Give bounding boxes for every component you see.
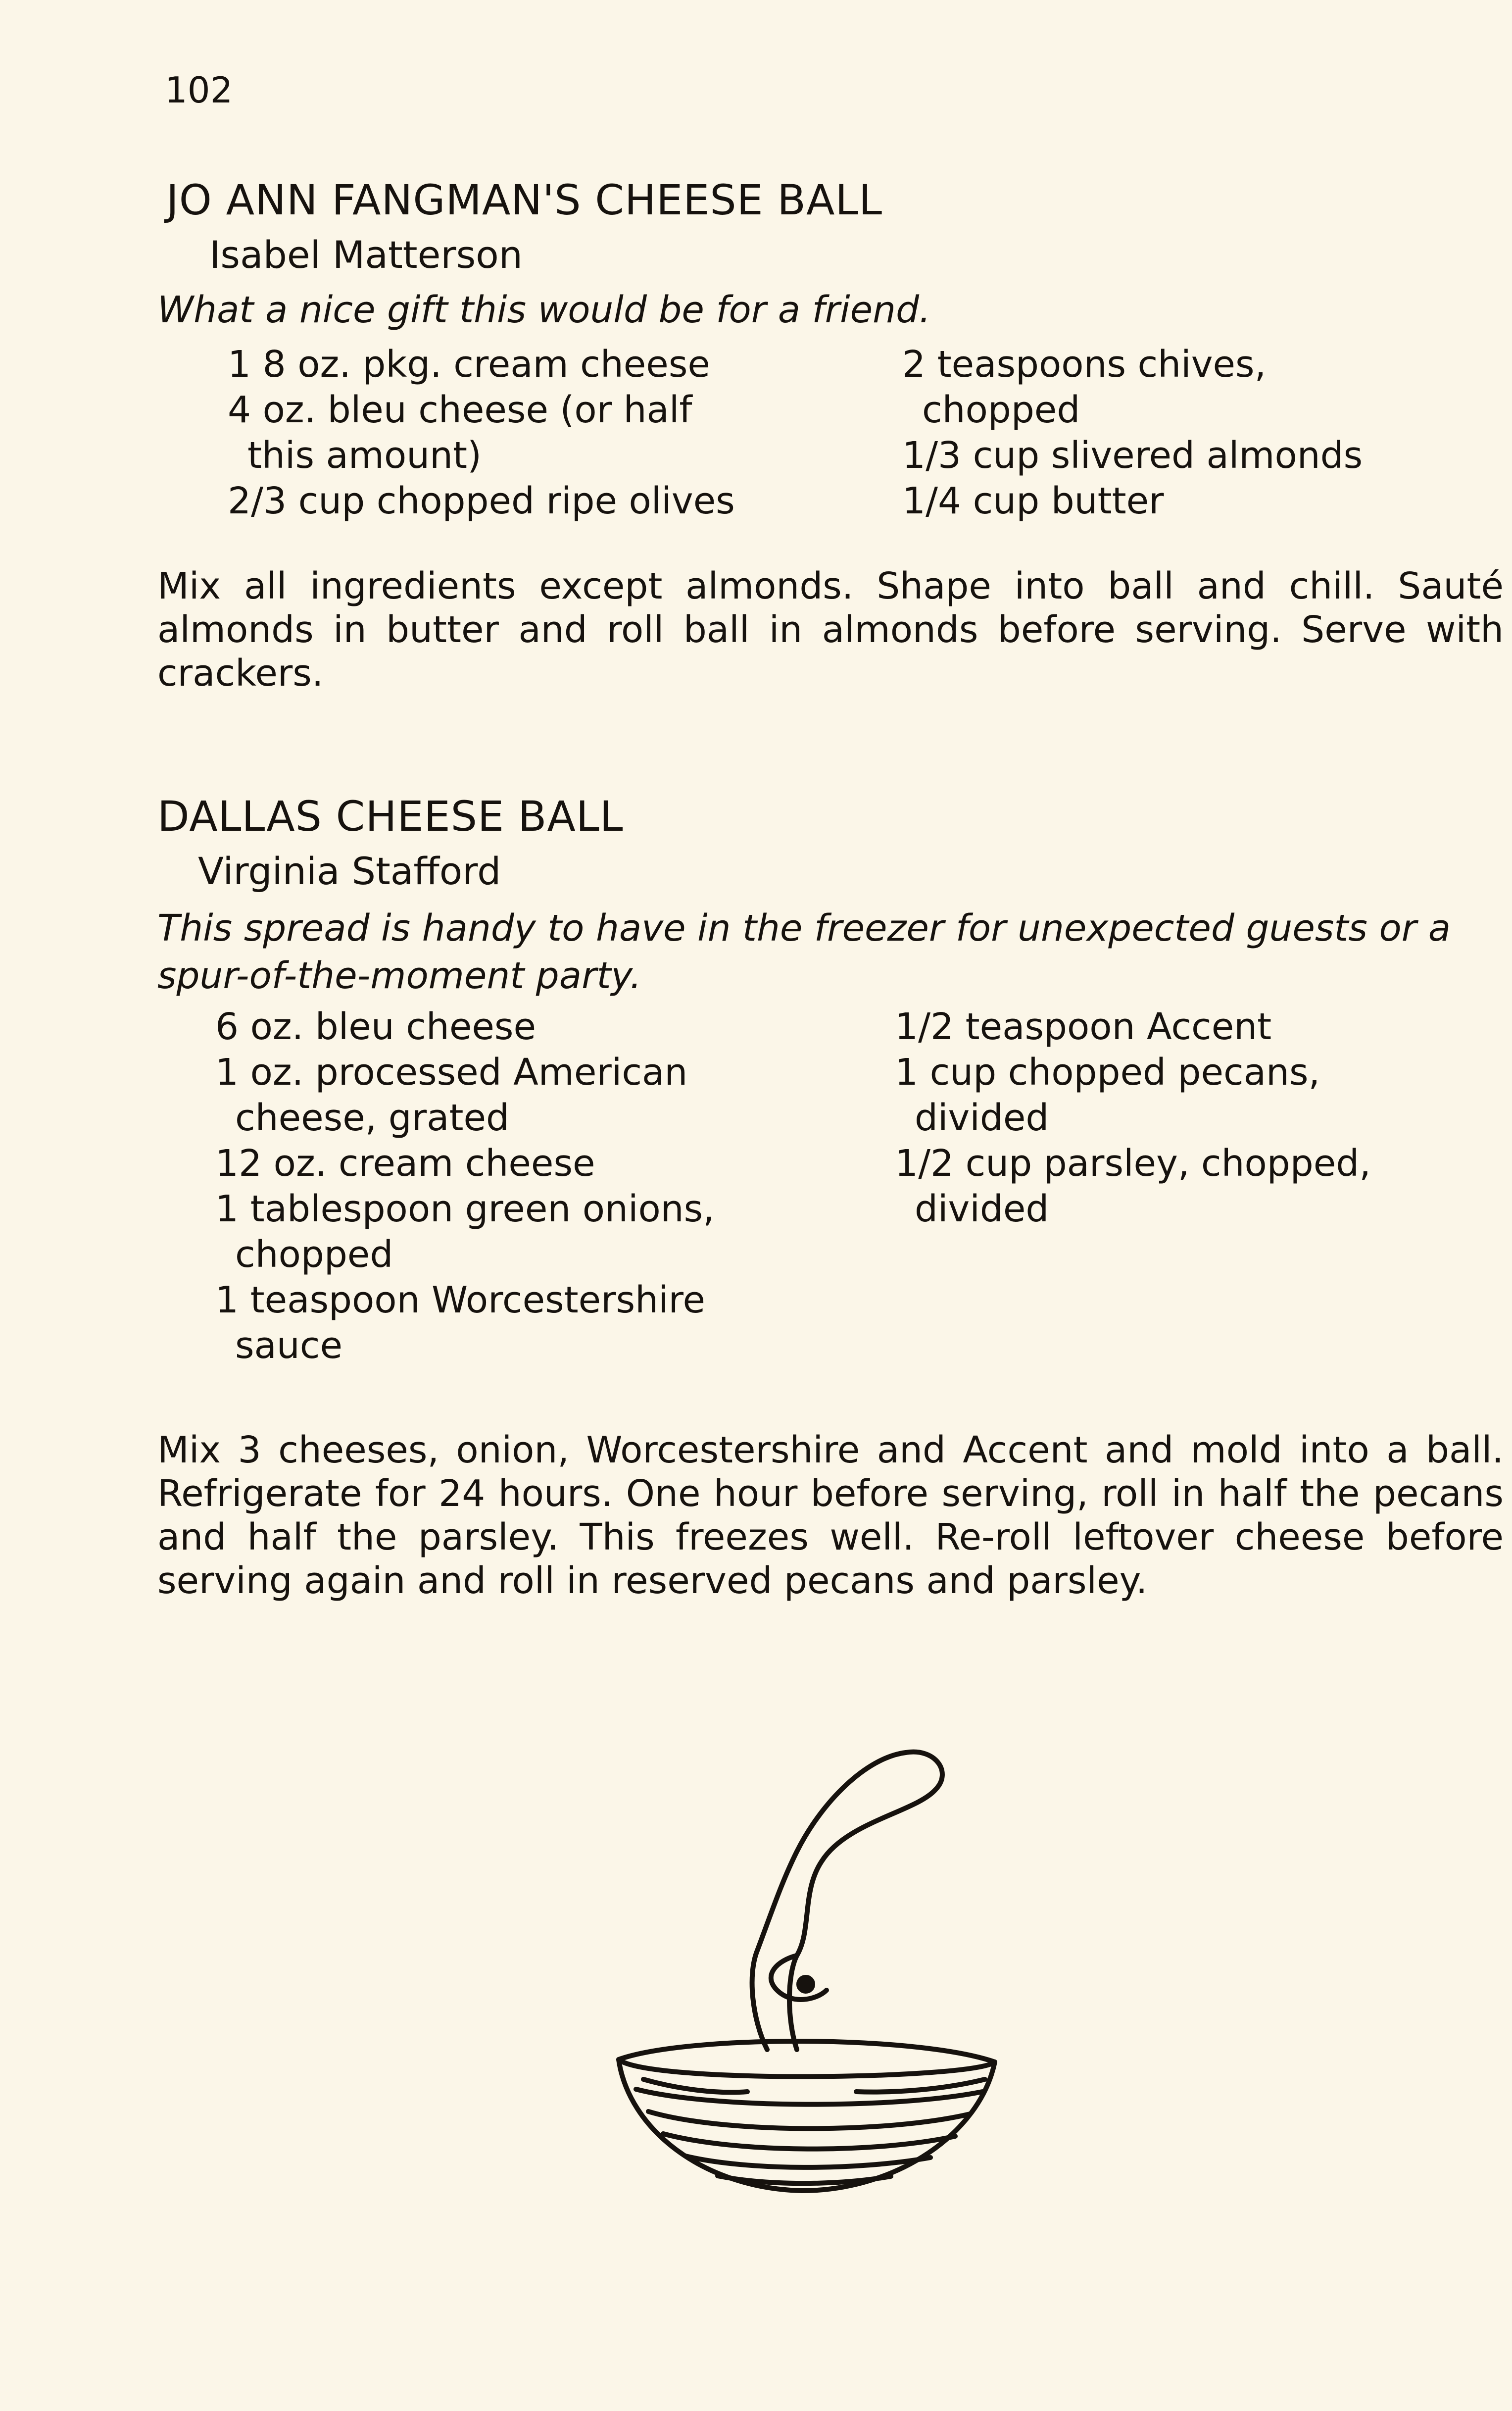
ingredient-item: 1/2 teaspoon Accent — [895, 1005, 1272, 1048]
ingredient-item: 2/3 cup chopped ripe olives — [228, 480, 735, 522]
ingredient-item: 2 teaspoons chives, chopped — [902, 343, 1267, 431]
ingredient-item: 4 oz. bleu cheese (or half this amount) — [228, 389, 692, 477]
recipe-intro: This spread is handy to have in the freezer for unexpected guests or a spur-of-the-moment party. — [157, 907, 1451, 997]
recipe-title-dallas-cheese-ball: DALLAS CHEESE BALL — [157, 792, 624, 841]
recipe-title-cheese-ball: JO ANN FANGMAN'S CHEESE BALL — [166, 176, 883, 224]
spoon-handle-outline — [789, 1752, 942, 2050]
bowl-stripe — [636, 2089, 982, 2105]
ingredients-right-column — [902, 342, 1471, 524]
ingredient-item: 1/4 cup butter — [902, 480, 1164, 522]
recipe-author: Virginia Stafford — [198, 849, 501, 893]
ingredient-item: 1 oz. processed American cheese, grated — [215, 1051, 688, 1139]
ingredient-item: 1/3 cup slivered almonds — [902, 434, 1363, 477]
page-number: 102 — [165, 69, 233, 111]
ingredient-item: 1 cup chopped pecans, divided — [895, 1051, 1320, 1139]
bowl-stripe — [663, 2134, 955, 2149]
recipe-method: Mix 3 cheeses, onion, Worcestershire and Accent and mold into a ball. Refrigerate for 24 hours. One hour before serving, roll in half the pecans and half the parsley. This freezes well. Re-roll leftover cheese before serving again and roll in reserved pecans and parsley. — [157, 1429, 1504, 1602]
bowl-stripe — [648, 2111, 970, 2128]
spoon-handle-outline-inner — [752, 1753, 906, 2050]
bowl-stripe — [643, 2079, 747, 2092]
bowl-stripe — [856, 2079, 985, 2092]
ingredient-item: 6 oz. bleu cheese — [215, 1005, 536, 1048]
ingredient-item: 1 8 oz. pkg. cream cheese — [228, 343, 710, 386]
spoon-bowl-illustration — [589, 1743, 1015, 2208]
spoon-dot — [799, 1977, 813, 1991]
ingredients-left-column — [215, 1004, 859, 1368]
recipe-intro: What a nice gift this would be for a friend. — [157, 289, 931, 331]
ingredients-right-column — [895, 1004, 1489, 1232]
bowl-body — [619, 2059, 995, 2191]
ingredient-item: 1 teaspoon Worcestershire sauce — [215, 1279, 705, 1367]
ingredient-item: 12 oz. cream cheese — [215, 1142, 595, 1185]
ingredient-item: 1 tablespoon green onions, chopped — [215, 1188, 715, 1276]
ingredient-item: 1/2 cup parsley, chopped, divided — [895, 1142, 1371, 1230]
bowl-rim — [619, 2041, 995, 2076]
bowl-stripe — [685, 2156, 930, 2167]
spoon-head — [771, 1956, 827, 2000]
ingredients-left-column — [228, 342, 871, 524]
recipe-method: Mix all ingredients except almonds. Shape into ball and chill. Sauté almonds in butter and roll ball in almonds before serving. Serve with crackers. — [157, 565, 1504, 695]
bowl-stripe — [718, 2176, 891, 2183]
recipe-author: Isabel Matterson — [209, 233, 523, 277]
